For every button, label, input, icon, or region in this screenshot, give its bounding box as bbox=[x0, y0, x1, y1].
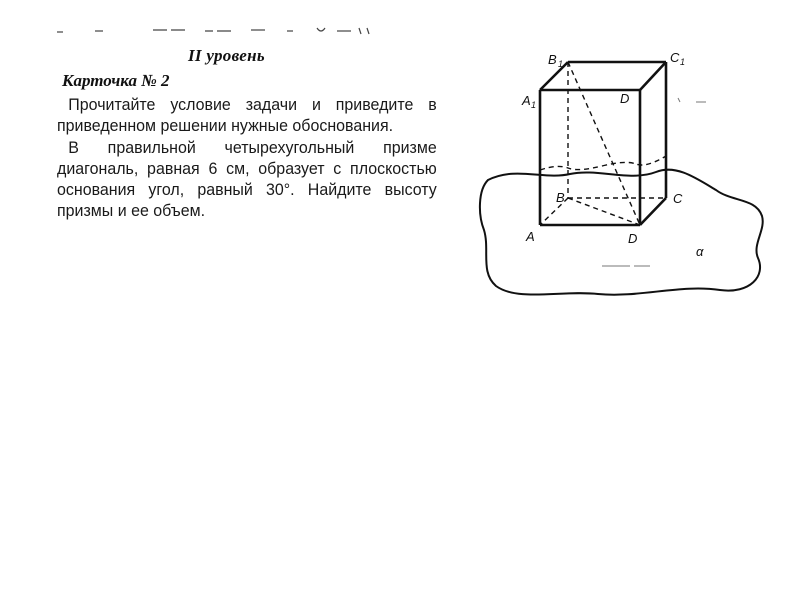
prism-figure bbox=[470, 40, 780, 310]
label-plane-alpha: α bbox=[696, 244, 704, 259]
plane-alpha bbox=[480, 170, 763, 295]
label-B: B bbox=[556, 190, 565, 205]
label-C1-sub: 1 bbox=[680, 57, 686, 67]
label-A: A bbox=[526, 229, 535, 244]
scan-header-remnant bbox=[55, 26, 375, 36]
instruction-paragraph: Прочитайте условие задачи и приведите в приведенном решении нужные обоснования. bbox=[57, 95, 437, 135]
label-C: C bbox=[673, 191, 683, 206]
card-title: Карточка № 2 bbox=[62, 71, 170, 90]
label-D1: D bbox=[620, 91, 630, 106]
label-C1: C bbox=[670, 50, 680, 65]
problem-paragraph: В правильной четырехугольный призме диагональ, равная 6 см, образует с плоскостью основания угол, равный 30°. Найдите высоту призмы и ее объем. bbox=[57, 138, 437, 220]
label-D: D bbox=[628, 231, 638, 246]
label-A1-sub: 1 bbox=[531, 100, 537, 110]
level-heading: II уровень bbox=[188, 46, 265, 65]
label-B1: B bbox=[548, 52, 557, 67]
label-A1: A bbox=[522, 93, 531, 108]
label-B1-sub: 1 bbox=[558, 59, 564, 69]
plane-intersection-line bbox=[540, 156, 666, 170]
task-text bbox=[57, 94, 437, 221]
